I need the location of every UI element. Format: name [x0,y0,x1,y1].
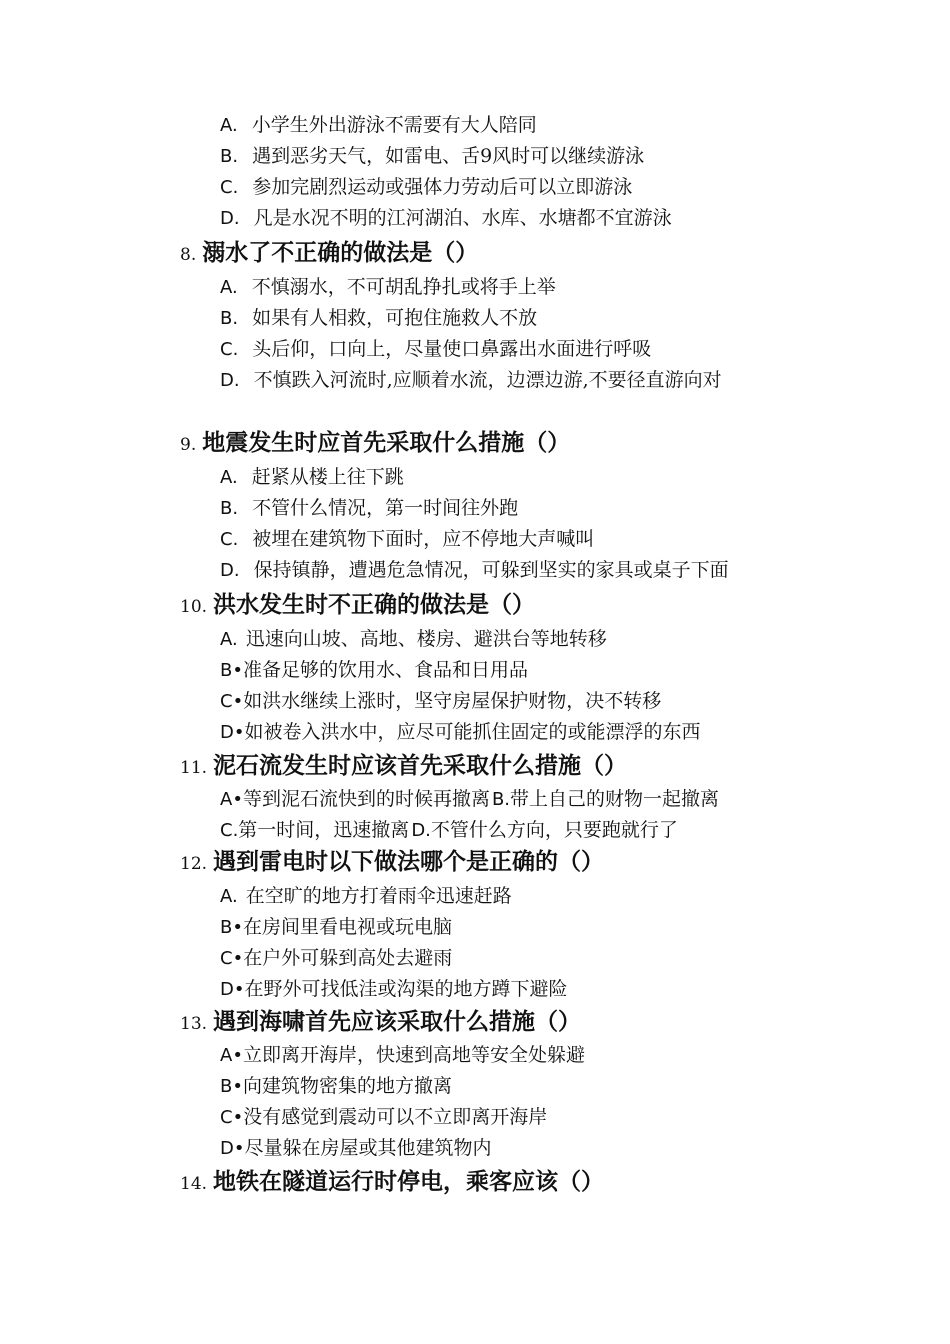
q8-option-d: D. 不慎跌入河流时,应顺着水流，边漂边游,不要径直游向对 [220,369,722,391]
q12-option-b: B•在房间里看电视或玩电脑 [220,916,452,938]
q10-title: 10. 洪水发生时不正确的做法是（） [180,591,536,618]
q10-option-a: A. 迅速向山坡、高地、楼房、避洪台等地转移 [220,628,607,650]
q13-option-c: C•没有感觉到震动可以不立即离开海岸 [220,1106,548,1128]
q13-option-b: B•向建筑物密集的地方撤离 [220,1075,452,1097]
q13-option-d: D•尽量躲在房屋或其他建筑物内 [220,1137,492,1159]
q9-title: 9. 地震发生时应首先采取什么措施（） [180,429,571,456]
q7-option-b: B. 遇到恶劣天气，如雷电、舌9风时可以继续游泳 [220,145,645,167]
q12-title: 12. 遇到雷电时以下做法哪个是正确的（） [180,848,605,875]
q7-option-d: D. 凡是水况不明的江河湖泊、水库、水塘都不宜游泳 [220,207,672,229]
q14-title: 14. 地铁在隧道运行时停电，乘客应该（） [180,1168,605,1195]
q8-title: 8. 溺水了不正确的做法是（） [180,239,479,266]
q12-option-c: C•在户外可躲到高处去避雨 [220,947,453,969]
q7-option-a: A. 小学生外出游泳不需要有大人陪同 [220,114,537,136]
q10-option-b: B•准备足够的饮用水、食品和日用品 [220,659,528,681]
q8-option-c: C. 头后仰，口向上，尽量使口鼻露出水面进行呼吸 [220,338,652,360]
q9-option-d: D. 保持镇静，遭遇危急情况，可躲到坚实的家具或桌子下面 [220,559,729,581]
q12-option-d: D•在野外可找低洼或沟渠的地方蹲下避险 [220,978,568,1000]
q13-option-a: A•立即离开海岸，快速到高地等安全处躲避 [220,1044,585,1066]
q9-option-c: C. 被埋在建筑物下面时，应不停地大声喊叫 [220,528,595,550]
q10-option-c: C•如洪水继续上涨时，坚守房屋保护财物，决不转移 [220,690,662,712]
q13-title: 13. 遇到海啸首先应该采取什么措施（） [180,1008,582,1035]
q7-option-c: C. 参加完剧烈运动或强体力劳动后可以立即游泳 [220,176,633,198]
q12-option-a: A. 在空旷的地方打着雨伞迅速赶路 [220,885,512,907]
q8-option-b: B. 如果有人相救，可抱住施救人不放 [220,307,538,329]
q10-option-d: D•如被卷入洪水中，应尽可能抓住固定的或能漂浮的东西 [220,721,701,743]
q8-option-a: A. 不慎溺水，不可胡乱挣扎或将手上举 [220,276,556,298]
q9-option-a: A. 赶紧从楼上往下跳 [220,466,404,488]
q11-options-line-2: C.第一时间，迅速撤离 D.不管什么方向，只要跑就行了 [220,819,678,841]
q11-title: 11. 泥石流发生时应该首先采取什么措施（） [180,752,628,779]
q9-option-b: B. 不管什么情况，第一时间往外跑 [220,497,519,519]
q11-options-line-1: A•等到泥石流快到的时候再撤离 B.带上自己的财物一起撤离 [220,788,720,810]
